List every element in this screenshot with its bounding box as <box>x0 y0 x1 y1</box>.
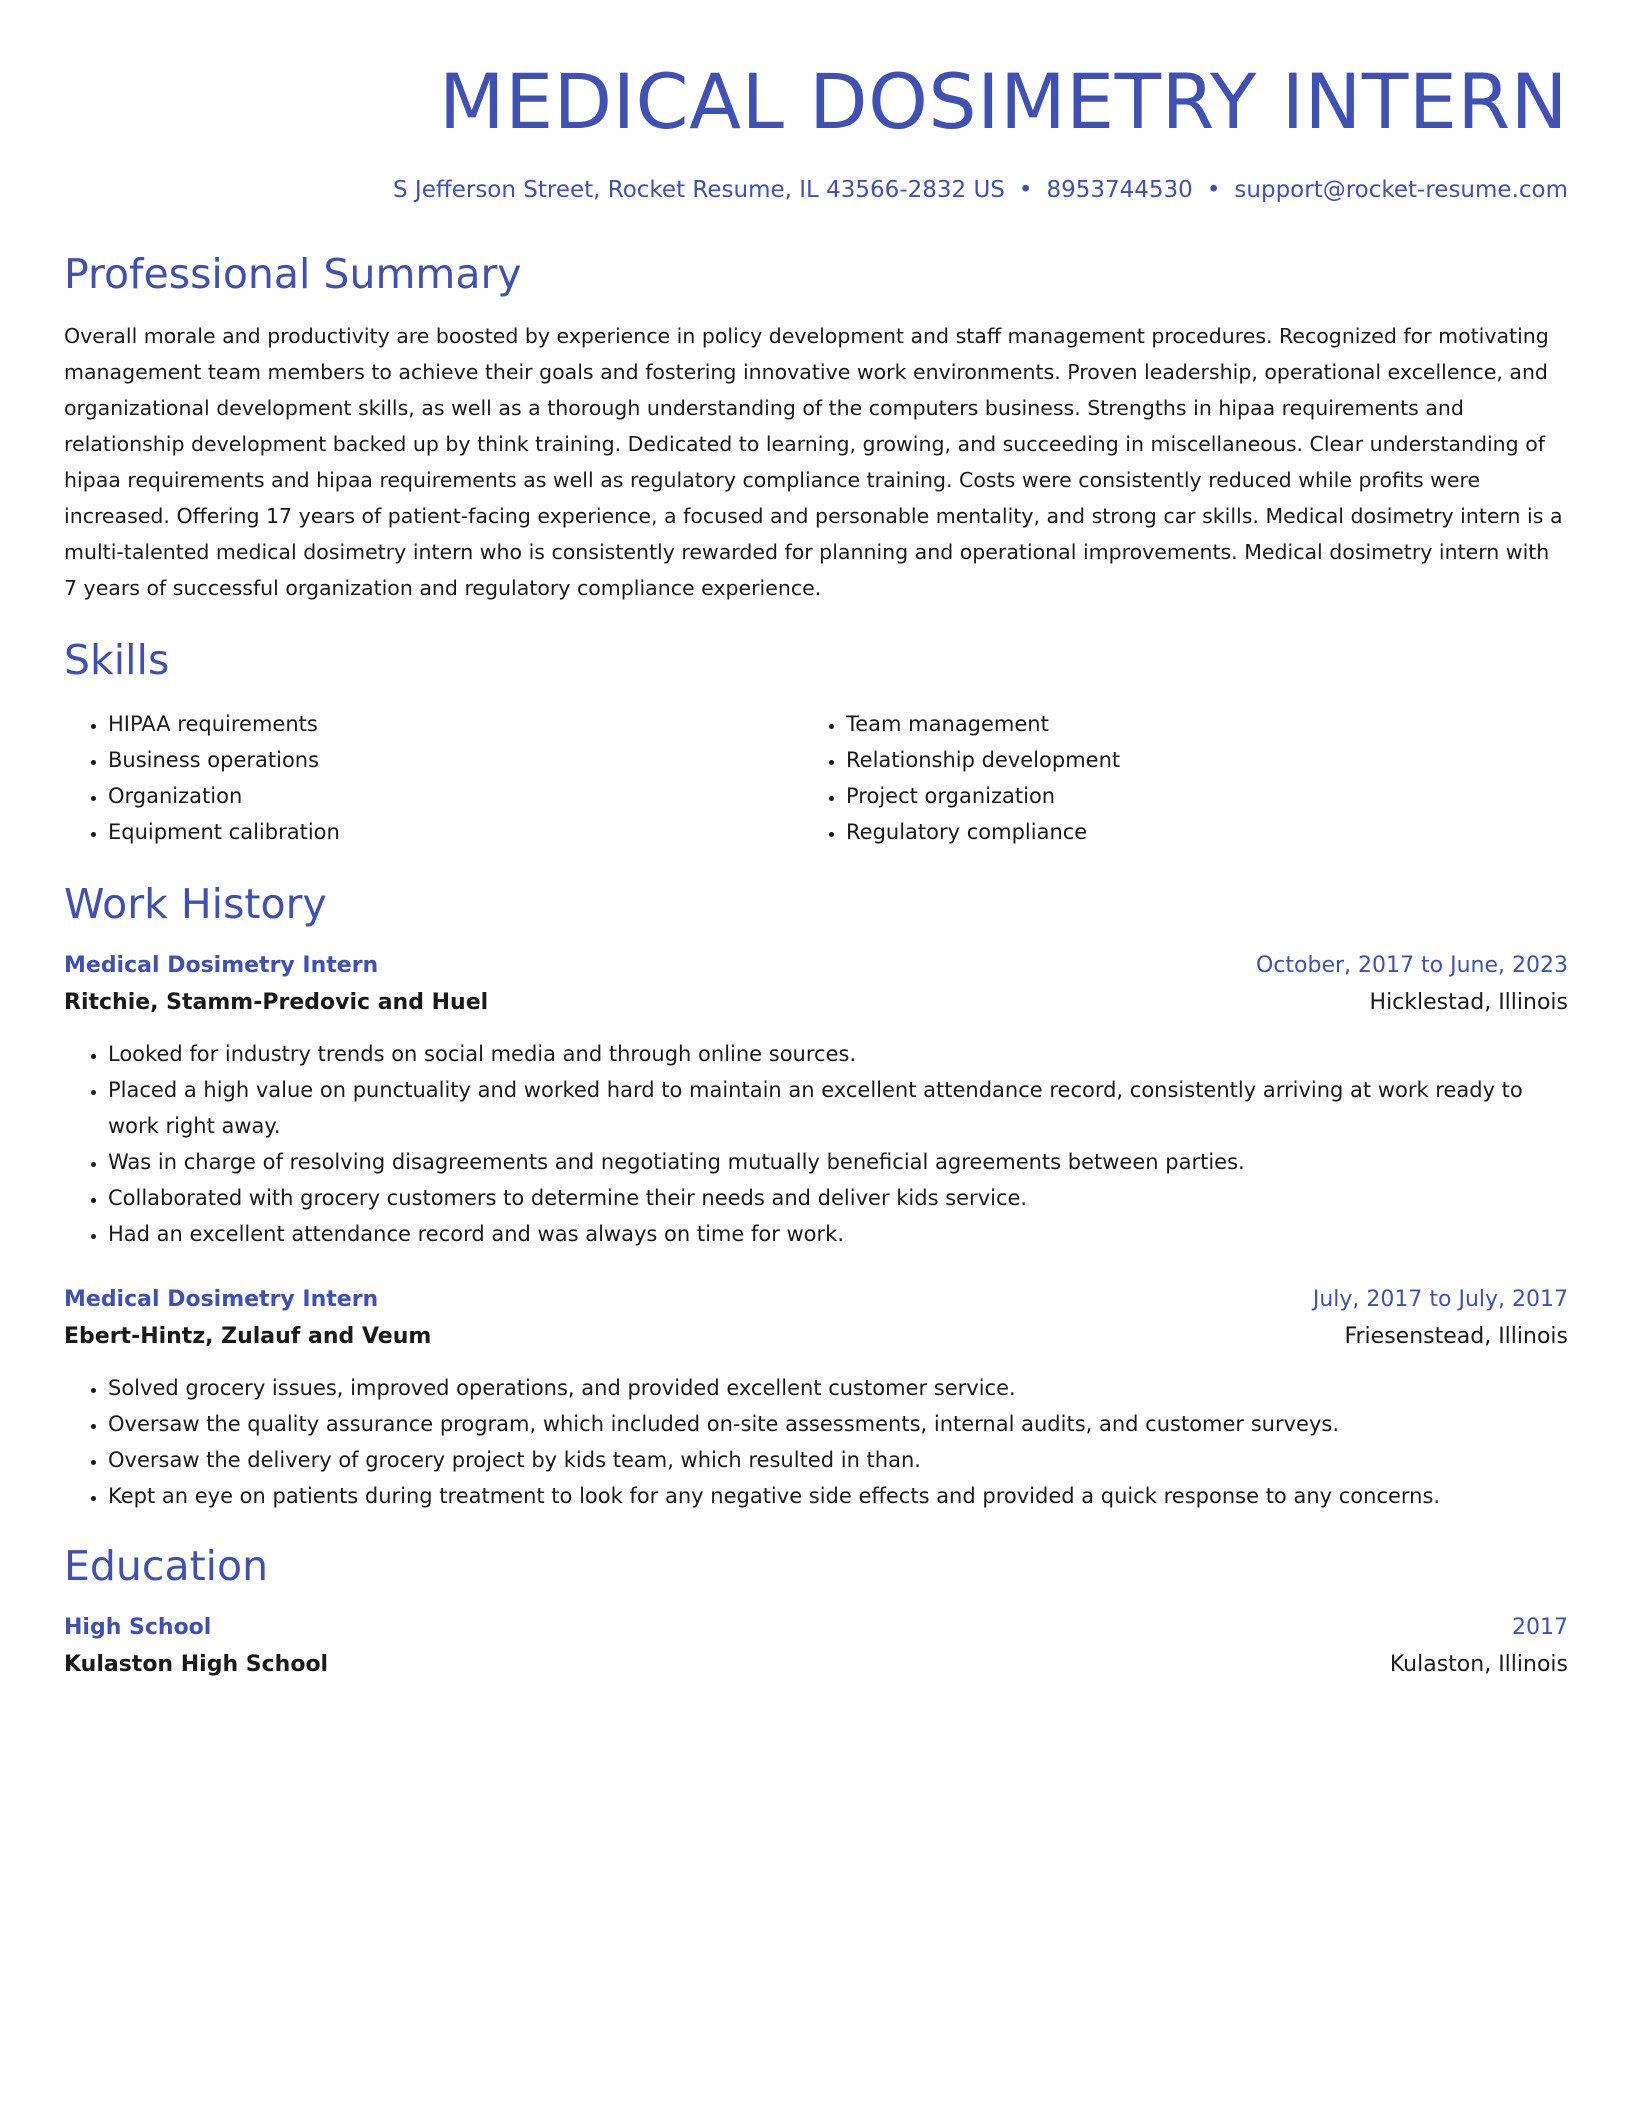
job-company: Ebert-Hintz, Zulauf and Veum <box>64 1324 432 1349</box>
job-title: Medical Dosimetry Intern <box>64 953 379 978</box>
skills-column-right <box>802 706 1568 850</box>
contact-separator: • <box>1206 177 1221 203</box>
contact-address: S Jefferson Street, Rocket Resume, IL 43566-2832 US <box>393 177 1005 203</box>
candidate-name: MEDICAL DOSIMETRY INTERN <box>439 57 1568 146</box>
summary-paragraph: Overall morale and productivity are boosted by experience in policy development and staff management procedures. Recognized for motivating management team members to achieve their goals and fostering innovative work environments. Proven leadership, operational excellence, and organizational development skills, as well as a thorough understanding of the computers business. Strengths in hipaa requirements and relationship development backed up by think training. Dedicated to learning, growing, and succeeding in miscellaneous. Clear understanding of hipaa requirements and hipaa requirements as well as regulatory compliance training. Costs were consistently reduced while profits were increased. Offering 17 years of patient-facing experience, a focused and personable mentality, and strong car skills. Medical dosimetry intern is a multi-talented medical dosimetry intern who is consistently rewarded for planning and operational improvements. Medical dosimetry intern with 7 years of successful organization and regulatory compliance experience. <box>64 324 1563 600</box>
job-duty-item: • Had an excellent attendance record and was always on time for work. <box>108 1216 1568 1252</box>
job-duty-item: • Solved grocery issues, improved operations, and provided excellent customer service. <box>108 1370 1568 1406</box>
education-school-row <box>64 1646 1568 1684</box>
skill-item: • Business operations <box>108 742 802 778</box>
job-dates: October, 2017 to June, 2023 <box>1256 953 1568 978</box>
education-school: Kulaston High School <box>64 1652 329 1677</box>
job-header-row <box>64 948 1568 984</box>
job-duty-item: • Collaborated with grocery customers to determine their needs and deliver kids service. <box>108 1180 1568 1216</box>
skill-item: • Relationship development <box>846 742 1568 778</box>
job-entry <box>64 948 1568 1252</box>
job-duty-item: • Looked for industry trends on social media and through online sources. <box>108 1036 1568 1072</box>
contact-email: support@rocket-resume.com <box>1234 177 1568 203</box>
job-company: Ritchie, Stamm-Predovic and Huel <box>64 990 489 1015</box>
work-history-heading: Work History <box>64 880 327 928</box>
skill-item: • HIPAA requirements <box>108 706 802 742</box>
education-header-row <box>64 1610 1568 1646</box>
job-duty-item: • Oversaw the delivery of grocery project by kids team, which resulted in than. <box>108 1442 1568 1478</box>
contact-separator: • <box>1018 177 1033 203</box>
skill-item: • Team management <box>846 706 1568 742</box>
education-degree: High School <box>64 1615 212 1640</box>
contact-line <box>64 174 1568 206</box>
skills-column-left <box>64 706 802 850</box>
skills-list <box>64 706 1568 850</box>
job-duty-item: • Kept an eye on patients during treatment to look for any negative side effects and provided a quick response to any concerns. <box>108 1478 1568 1514</box>
job-location: Hicklestad, Illinois <box>1369 990 1568 1015</box>
summary-heading: Professional Summary <box>64 250 522 298</box>
skill-item: • Organization <box>108 778 802 814</box>
skill-item: • Regulatory compliance <box>846 814 1568 850</box>
job-entry <box>64 1282 1568 1514</box>
resume-header <box>64 52 1568 206</box>
education-year: 2017 <box>1512 1615 1568 1640</box>
job-dates: July, 2017 to July, 2017 <box>1312 1287 1568 1312</box>
job-duty-item: • Placed a high value on punctuality and worked hard to maintain an excellent attendance record, consistently arriving at work ready to work right away. <box>108 1072 1568 1144</box>
job-company-row <box>64 1318 1568 1356</box>
skill-item: • Project organization <box>846 778 1568 814</box>
job-duty-item: • Oversaw the quality assurance program, which included on-site assessments, internal audits, and customer surveys. <box>108 1406 1568 1442</box>
job-header-row <box>64 1282 1568 1318</box>
education-heading: Education <box>64 1542 269 1590</box>
skill-item: • Equipment calibration <box>108 814 802 850</box>
job-duties <box>64 1370 1568 1514</box>
job-duty-item: • Was in charge of resolving disagreements and negotiating mutually beneficial agreements between parties. <box>108 1144 1568 1180</box>
education-entry <box>64 1610 1568 1684</box>
job-duties <box>64 1036 1568 1252</box>
job-company-row <box>64 984 1568 1022</box>
education-location: Kulaston, Illinois <box>1389 1652 1568 1677</box>
contact-phone: 8953744530 <box>1046 177 1193 203</box>
skills-heading: Skills <box>64 636 170 684</box>
job-title: Medical Dosimetry Intern <box>64 1287 379 1312</box>
job-location: Friesenstead, Illinois <box>1344 1324 1568 1349</box>
